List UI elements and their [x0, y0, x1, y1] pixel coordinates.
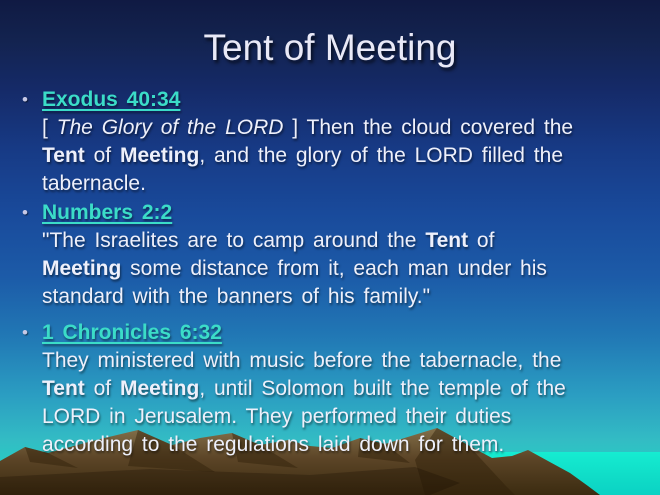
verse-segment: some distance from it, each man under his	[121, 257, 547, 280]
bullet-icon: •	[22, 323, 28, 342]
verse-text-line	[42, 255, 642, 283]
verse-segment: ] Then the cloud covered the	[283, 116, 574, 139]
bullet-icon: •	[22, 90, 28, 109]
verse-text-line	[42, 375, 642, 403]
verse-segment: , until Solomon built the temple of the	[199, 377, 566, 400]
verse-segment: Tent	[42, 144, 85, 167]
verse-reference-line	[42, 86, 642, 114]
bullet-item-numbers	[22, 199, 642, 311]
verse-text-line	[42, 227, 642, 255]
verse-text-line	[42, 431, 642, 459]
bullet-icon: •	[22, 203, 28, 222]
bullet-item-exodus	[22, 86, 642, 198]
verse-segment: tabernacle.	[42, 172, 146, 195]
verse-segment: "The Israelites are to camp around the	[42, 229, 426, 252]
scripture-link-numbers-2-2[interactable]: Numbers 2:2	[42, 201, 173, 224]
verse-segment: according to the regulations laid down for them.	[42, 433, 505, 456]
verse-segment: LORD in Jerusalem. They performed their duties	[42, 405, 512, 428]
verse-text-line	[42, 170, 642, 198]
bullet-item-chronicles	[22, 319, 642, 459]
verse-segment: of	[468, 229, 495, 252]
verse-segment: , and the glory of the LORD filled the	[199, 144, 564, 167]
verse-segment: Meeting	[42, 257, 122, 280]
verse-segment: Tent	[42, 377, 85, 400]
verse-segment: They ministered with music before the tabernacle, the	[42, 349, 562, 372]
verse-reference-line	[42, 319, 642, 347]
verse-text-line	[42, 347, 642, 375]
verse-segment: standard with the banners of his family."	[42, 285, 431, 308]
verse-text-line	[42, 283, 642, 311]
slide-body	[22, 86, 642, 459]
verse-text-line	[42, 142, 642, 170]
verse-segment: of	[84, 377, 120, 400]
verse-segment: The Glory of the LORD	[56, 116, 284, 139]
verse-segment: Meeting	[119, 144, 200, 167]
verse-text-line	[42, 403, 642, 431]
verse-segment: Tent	[425, 229, 469, 252]
verse-text-line	[42, 114, 642, 142]
slide-title: Tent of Meeting	[203, 27, 457, 68]
scripture-link-exodus-40-34[interactable]: Exodus 40:34	[42, 88, 181, 111]
scripture-link-1-chronicles-6-32[interactable]: 1 Chronicles 6:32	[42, 321, 222, 344]
verse-segment: [	[42, 116, 57, 139]
verse-segment: Meeting	[119, 377, 200, 400]
verse-segment: of	[84, 144, 120, 167]
verse-reference-line	[42, 199, 642, 227]
